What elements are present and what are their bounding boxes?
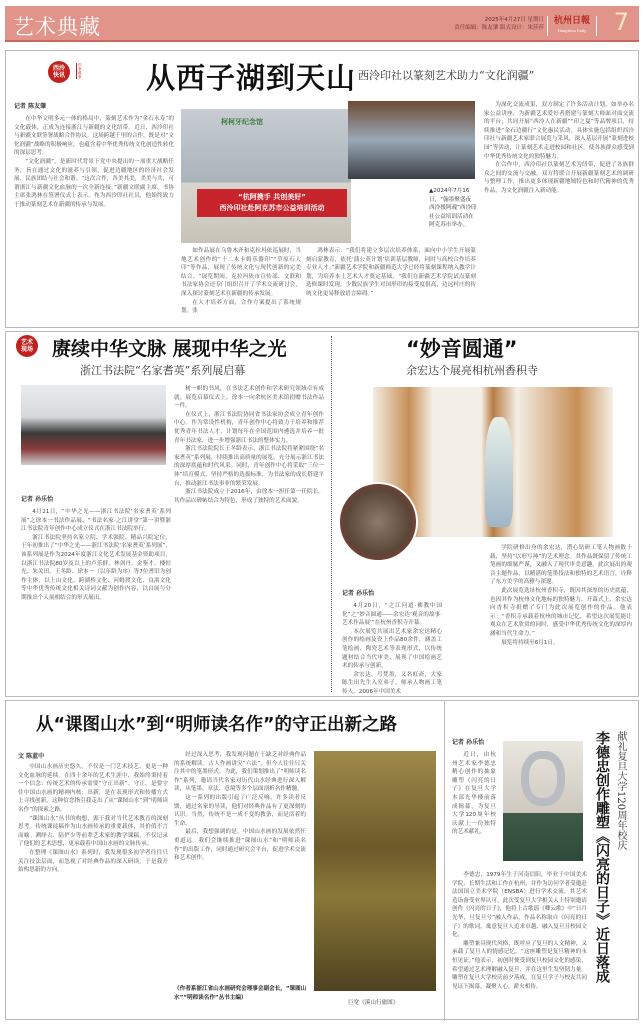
paragraph: 李德忠，1979年生于河南信阳，毕业于中国美术学院，长期生活和工作在杭州，并作为访问学者受邀赴法国国立美术学院（ENSBA）进行学术交流，其艺术造诣备受业界认可。此次受复旦大学相关人士特别邀请创作《闪亮的日子》，他将上古歌谣《卿云歌》中“日月光华，旦复旦兮”融入作品，作品名称取自《闪亮的日子》的歌词，寓意复旦人追求卓越、融入复旦且校园文化。 <box>452 872 587 939</box>
article-body-col2 <box>174 385 324 693</box>
article-body-col2 <box>181 247 301 325</box>
byline: 文 陈蓝中 <box>18 753 45 760</box>
art-scene-badge: 艺术 现场 <box>16 335 38 357</box>
column-divider <box>331 336 332 692</box>
byline: 记者 孙乐怡 <box>342 590 375 597</box>
issue-date: 2025年4月27日 星期日 <box>484 17 544 23</box>
paragraph: 在中华文明多元一体的格局中，篆刻艺术作为“金石永寿”的文化载体，正成为连接浙江与新疆的文化纽带。近日，西泠印社与新疆文联签署战略合作协议。这场跨越千里的合作，既是对“文化润疆”战略的积极响应，也蕴含着中华优秀传统文化创造性转化的深层思考。 <box>14 116 174 157</box>
paragraph: 学院研修出身的余宏达，潜心钻研工笔人物画数十载，坚持“以形写神”的艺术理念。其作品既保留了传统工笔画的细腻严谨，又融入了现代审美意趣。此次展出的观音主题作品，以精湛的笔墨技法和独特的艺术语言，诠释了东方美学的高雅与深邃。 <box>490 545 632 586</box>
paragraph: 在合作中，西泠印社以篆刻艺术为纽带，促进了各族群众之间的交流与交融。双方将联合开展新疆篆刻艺术的调研与整理工作，推出更多体现新疆地域特色和时代精神的优秀作品，为文化润疆注入新动能。 <box>484 162 634 194</box>
articles-row-3 <box>5 700 639 1020</box>
badge-side-label: 印事藏事 <box>78 63 82 79</box>
byline: 记者 孙乐怡 <box>21 496 54 503</box>
article-body-col1 <box>452 751 496 869</box>
article-body-col2 <box>174 751 306 981</box>
paragraph: 这一系列的出版引起了广泛反响。许多读者反馈，通过名家的导读，他们对经典作品有了更深刻的认识。当然，传统不是一成不变的教条，而是活着的生命。 <box>174 794 306 827</box>
articles-row-2 <box>5 331 639 697</box>
xiling-badge: 西泠 快讯 <box>48 61 70 83</box>
article-xiling <box>5 50 639 328</box>
paragraph: 为深化交流成果，双方制定了许多活动计划。如举办名家公益讲座，为新疆艺术爱好者搭建与篆刻大师面对面交流的平台；共同开展“西泠人在新疆”“印之夏”等品牌项目，持续推进“金石边疆行”文化惠民活动。具体实施包括组织西泠印社与新疆艺术家联合展览与采风，深入基层开展“篆刻进校园”等活动，让篆刻艺术走进校园和社区，使各族群众感受到中华优秀传统文化的独特魅力。 <box>484 102 634 160</box>
newspaper-logo <box>547 16 597 36</box>
column-divider <box>444 701 445 1021</box>
byline: 记者 陈友肇 <box>14 103 47 110</box>
page-number: 7 <box>613 8 629 36</box>
opening-ceremony-photo <box>338 482 418 562</box>
article-title: 李德忠创作雕塑《闪亮的日子》近日落成 <box>594 731 610 983</box>
red-banner <box>197 189 347 217</box>
editors: 责任编辑：陈友肇 版式设计：朱莎莎 <box>454 25 544 31</box>
page-header <box>5 6 639 42</box>
paragraph: “课图山水”丛书的构想，源于我对当代艺术教育的深刻思考。传统课徒稿作为山水画传承的重要载体，其价值不言而喻。溯绎古、陆俨少等前辈艺术家的教学课稿，不仅记录了他们的艺术思想，更承载着中国山水画的文脉传承。 <box>18 815 168 848</box>
group-photo <box>181 109 351 243</box>
paragraph: 浙江书法院成立于2016年，由徐本一担任第一任院长。其作品以碑帖结合为特色，形成了独特的艺术面貌。 <box>174 489 324 504</box>
article-title: 赓续中华文脉 展现中华之光 <box>52 338 287 360</box>
paragraph: 树一帜的书风，在书法艺术创作和学术研究领域卓有成就。展览启幕仪式上，徐本一向余杭区美术馆捐赠书法作品一件。 <box>174 386 324 410</box>
photo-caption: ▲2024年7月16日，“翰墨聚盛夜 西泠援阿魂”西泠印社公益培训活动在阿克苏市举办。 <box>429 188 477 229</box>
paragraph: 雕塑兼具现代风格，既呼应了复旦的人文精神，又承载了复旦人的情感记忆。“这座雕塑是复旦精神的永恒见证。”他表示，初创时便受到复旦校园文化的感染，希望通过艺术理解融入复旦，并在这里生发坚韧力量。雕塑在复旦大学校庆前夕落成，在复旦学子与校友共同见证下揭幕，凝聚人心，薪火相传。 <box>452 940 587 990</box>
paragraph: 鸿林表示：“我们将建立多层次培养体系，面向中小学生开展篆刻启蒙教育，依托‘蒲公英计划’培训基层教师，同时与高校合作培养专业人才。”新疆艺术学院和新疆师范大学已经将篆刻课程纳入教学计划，为培养本土艺术人才奠定基础。“我们在新疆艺术学院试点篆刻选修课时发现，少数民族学生对国形印的接受度很高，边远村庄的传统文化更易释放语言障碍。” <box>306 248 476 297</box>
paragraph: 在人才培养方面，合作方案提出了系统规划。张 <box>181 299 301 315</box>
article-body-col1 <box>21 508 171 693</box>
vase <box>485 417 513 527</box>
paragraph: 浙江书法院院长王冬龄表示，浙江书法院将紧紧围绕“名家耆英”系列展，持续推出高质量的展览，充分展示浙江书法的深厚底蕴和时代风采。同时，青年创作中心将采取“三位一体”培育模式，坚持严格的选拔标准，为书法家的成长搭建平台，推动浙江书法事业的繁荣发展。 <box>174 446 324 487</box>
landscape-painting <box>314 751 436 991</box>
article-body-col3 <box>306 247 476 325</box>
logo-en: Hangzhou Daily <box>557 29 587 33</box>
article-title: “妙音圆通” <box>406 337 518 361</box>
article-body-col2 <box>452 871 587 1016</box>
article-title: 从“课图山水”到“明师读名作”的守正出新之路 <box>36 715 398 735</box>
sculpture <box>521 751 565 806</box>
paragraph: 中国山水画历史悠久，不仅是一门艺术技艺，更是一种文化血脉的延续。在四十余年的艺术生涯中，我始终秉持着一个信念：传统艺术的传承需要“守正出新”。守正，是要守住中国山水画的精神内核；出新，是在表现形式和传播方式上寻找创新。这种信念指引我走出了从“课图山水”到“明师读名作”的探索之路。 <box>18 764 168 813</box>
header-meta <box>454 16 544 32</box>
paragraph: 余宏达，号梵墨，又名虹斋，大家陈生出先生入室弟子，师承人物画工笔传人。2006年中国美术 <box>342 671 442 694</box>
exhibition-photo <box>21 385 166 465</box>
paragraph: 本次展览共展出艺术家余宏达精心创作的绘画及瓷上作品80余件，涵盖工笔绘画、陶瓷艺术等表现形式，以传统题材结合当代审美，展现了中国绘画艺术的传承与创新。 <box>342 628 442 670</box>
article-body-col1 <box>14 115 174 325</box>
paragraph: 展览将持续至6月1日。 <box>501 639 559 646</box>
article-body-col4 <box>484 101 634 325</box>
paragraph: 4月21日，“中华之光——浙江书法院‘名家耆英’系列展”之徐本一书法作品展、“书法名家·之江讲堂”第一讲暨浙江书法院青年创作中心成立仪式在浙江书法院举行。 <box>21 509 171 533</box>
article-body-col1 <box>342 602 442 694</box>
article-subtitle: 余宏达个展亮相杭州香积寺 <box>406 364 538 377</box>
banner-line: “杭阿携手 共创美好” <box>238 193 306 201</box>
article-body-col1 <box>18 763 168 1015</box>
author-footnote: （作者系浙江省山水画研究会理事会副会长，“课图山水”“明师读名作”丛书主编） <box>174 986 307 1001</box>
paragraph: 在整理《课图山水》系列时，我发现很多初学者往往只关注技法层面，而忽视了对经典作品的深入研读。于是我开始构思新的方向。 <box>18 849 168 874</box>
article-subtitle: 浙江书法院“名家耆英”系列展启幕 <box>80 364 246 377</box>
paragraph: 经过深入思考，我发现问题在于缺乏对经典作品的系统解读。古人作画讲究“六法”，但今人往往只关注其中的笔墨形式。为此，我们策划推出了“明师读名作”系列，邀请当代名家对历代山水经典进行深入解读，从笔墨、章法、意境等多个层面剖析名作精髓。 <box>174 752 306 793</box>
building-sign: 柯柯牙纪念馆 <box>221 118 263 126</box>
banner-line: 西泠印社赴阿克苏市公益培训活动 <box>219 204 325 212</box>
paragraph: 近日，由杭州艺术家李德忠精心创作的抽象雕塑《闪亮的日子》在复旦大学本部光华楼前落成揭幕，为复旦大学120周年校庆献上一份独特的艺术献礼。 <box>452 752 496 836</box>
meeting-photo <box>348 101 475 179</box>
sculpture-photo <box>503 741 583 861</box>
article-kicker: 献礼复旦大学120周年校庆 <box>615 731 626 851</box>
article-body-col2 <box>490 544 632 694</box>
article-subtitle: 西泠印社以篆刻艺术助力“文化润疆” <box>358 69 535 82</box>
paragraph: 4月20日，“之江问道·佛教中国化”之“妙音圆通——余宏达‘观音的故事·艺术作品展’”在杭州香积寺开幕。 <box>342 603 442 627</box>
paragraph: 在仪式上，浙江书法院协同省书法家协会成立青年创作中心。作为常设性机构，青年创作中心将致力于培养和推荐优秀青年书法人才，计划每年在全国范围内遴选并培养一批青年书法家，进一步增强浙江书法的整体实力。 <box>174 411 324 444</box>
byline: 记者 孙乐怡 <box>452 739 485 746</box>
section-title: 艺术典藏 <box>13 15 101 39</box>
paragraph: “文化润疆”，是新时代背景下党中央提出的一项重大战略任务，旨在通过文化的滋养与引领，促进边疆地区的经济社会发展、民族团结与社会和谐。“这次合作，各美其美，美美与共，可谓浙江与新疆文化血脉的一次全新连接。”新疆文联副主席、书协主席张鸿林在签署仪式上表示。作为西泠印社社员，他始终致力于推动篆刻艺术在新疆的传承与发展。 <box>14 158 174 208</box>
painting-caption: 巨宽《溪山行旅图》 <box>348 1000 399 1006</box>
paragraph: 此次展览选址杭州香积寺，既因其深厚的历史底蕴，也因其作为杭州文化地标的独特魅力。开幕式上，余宏达向香积寺捐赠了专门为此次展览创作的作品。他表示：“香积寺承载着杭州的城市记忆，希望这次展览能让观众在艺术欣赏的同时，感受中华优秀传统文化的深厚内涵和当代生命力。” <box>490 587 632 637</box>
logo-text: 杭州日報 <box>553 16 590 26</box>
paragraph: 最后，我想强调的是，中国山水画的发展依然任重道远。我们会继续推进“课图山水”和“明师读名作”的出版工作，同时通过研究会平台，促进学术交流和艺术创作。 <box>174 829 306 862</box>
paragraph: 浙江书法院坚持名家立院、学术强院、精品兴院定位，于年初推出了“中华之光——浙江书法院‘名家耆英’系列展”，该系列展是作为2024年度浙江文化艺术发展基金资助项目，以浙江书法院80岁及以上的卢乐群、林剑丹、金鉴才、楼恒光、朱关田、王冬龄、徐本一（以年龄为序）等7位耆旧为创作主体，以上山文化、跨湖桥文化、河姆渡文化、良渚文化等中华优秀传统文化相关诗词文献为创作内容，以自展与分期推出个人展相结合的形式展出。 <box>21 534 171 601</box>
article-title: 从西子湖到天山 <box>146 61 357 95</box>
paragraph: 如作品展在乌鲁木齐和克拉玛依巡展时，当地艺术创作的“十二木卡姆乐器印”“草原石人印”等作品，展现了传统文化与现代创新的完美结合。“展览期间，克拉玛依市宣传部、文联和书法家协会还专门组织召开了学术交流研讨会，深入探讨篆刻艺术在新疆的传承发展。 <box>181 248 301 297</box>
